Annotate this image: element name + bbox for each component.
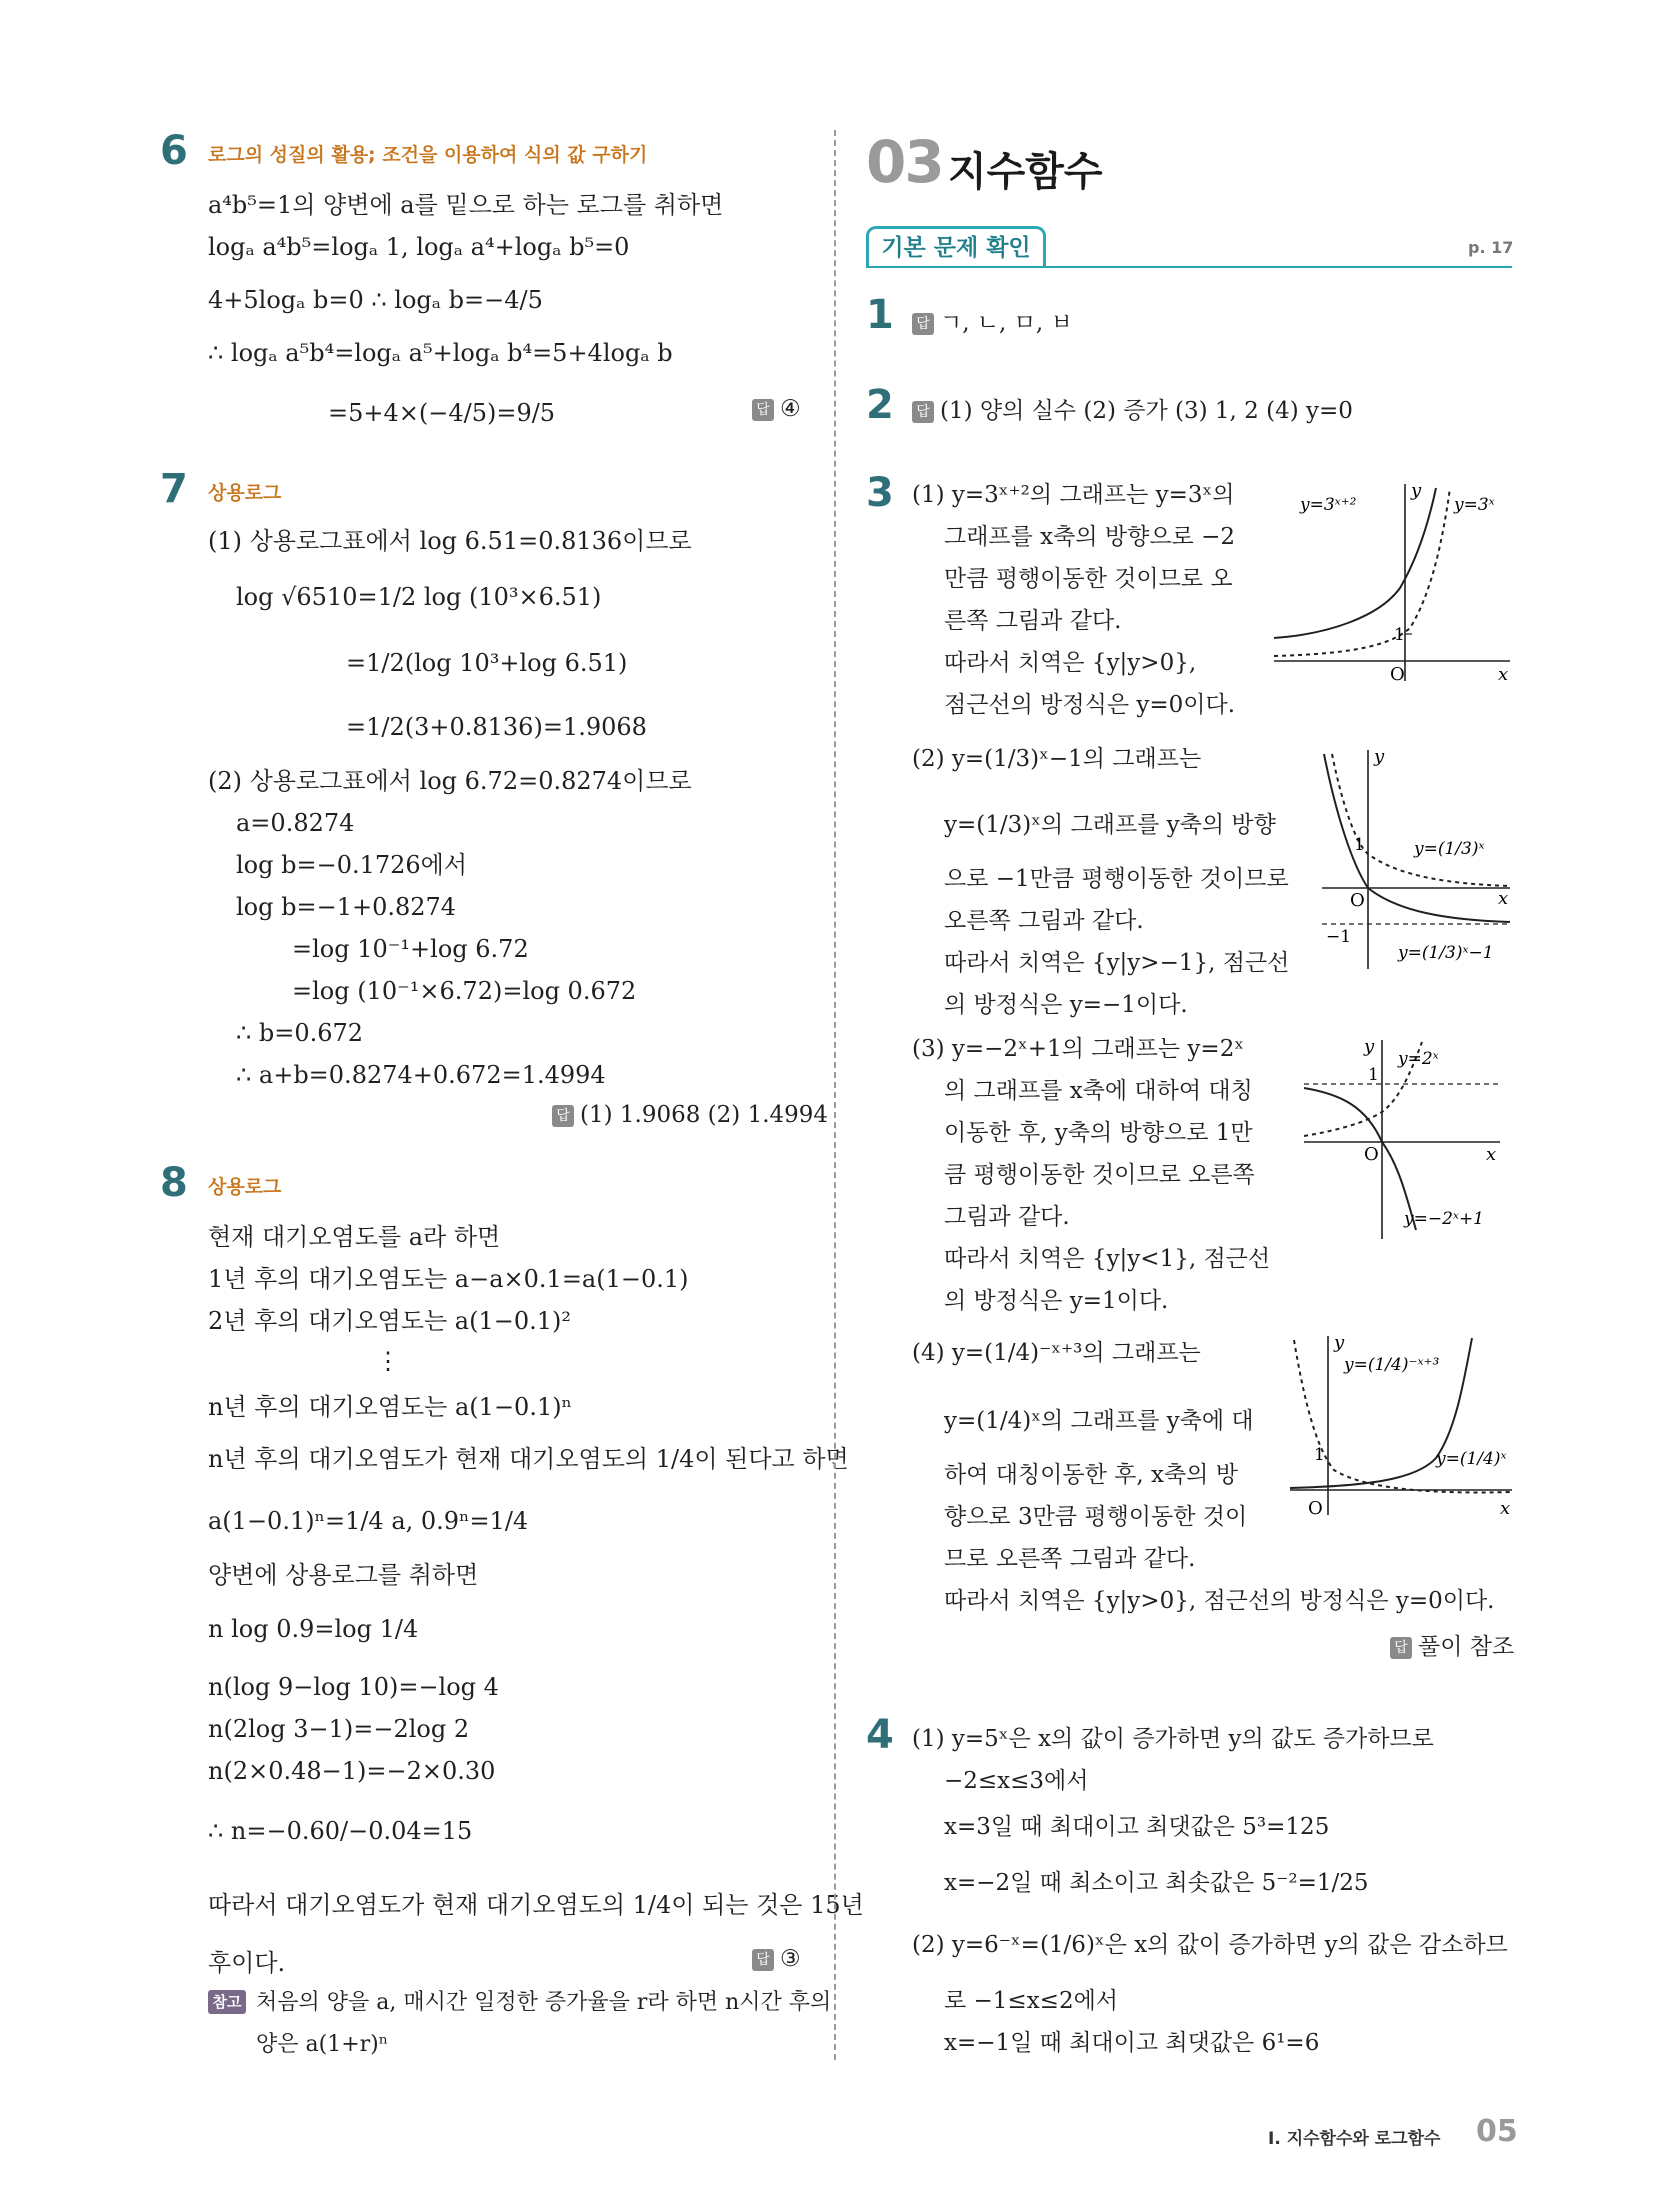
graph-4 (1286, 1330, 1514, 1526)
graph-label-x: x (1486, 1144, 1497, 1165)
solution-line: 따라서 치역은 {y|y>0}, 점근선의 방정식은 y=0이다. (944, 1588, 1495, 1614)
graph-3 (1300, 1034, 1514, 1244)
solution-line: x=−2일 때 최소이고 최솟값은 5⁻²=1/25 (944, 1870, 1369, 1896)
graph-label-origin: O (1390, 664, 1405, 685)
solution-line: ∴ n=−0.60/−0.04=15 (208, 1817, 473, 1845)
solution-line: 점근선의 방정식은 y=0이다. (944, 692, 1236, 718)
solution-line: ∴ b=0.672 (236, 1019, 364, 1047)
solution-line: n년 후의 대기오염도가 현재 대기오염도의 1/4이 된다고 하면 (208, 1445, 849, 1473)
solution-line: 현재 대기오염도를 a라 하면 (208, 1223, 501, 1251)
note-line: 처음의 양을 a, 매시간 일정한 증가율을 r라 하면 n시간 후의 (256, 1990, 832, 2015)
solution-line: 오른쪽 그림과 같다. (944, 908, 1144, 934)
note-line: 양은 a(1+r)ⁿ (256, 2032, 389, 2057)
answer: 답 풀이 참조 (1390, 1628, 1514, 1661)
solution-line: =1/2(3+0.8136)=1.9068 (346, 713, 647, 741)
graph-label-one: 1 (1354, 835, 1365, 855)
solution-line: (4) y=(1/4)⁻ˣ⁺³의 그래프는 (912, 1340, 1201, 1366)
solution-line: =log 10⁻¹+log 6.72 (292, 935, 529, 963)
answer-mark: 답 (912, 313, 934, 335)
solution-line: ∴ a+b=0.8274+0.672=1.4994 (236, 1061, 606, 1089)
solution-line: y=(1/3)ˣ의 그래프를 y축의 방향 (944, 812, 1276, 838)
solution-line: 이동한 후, y축의 방향으로 1만 (944, 1120, 1253, 1146)
solution-line: log b=−1+0.8274 (236, 893, 457, 921)
answer: 답 (1) 1.9068 (2) 1.4994 (552, 1102, 828, 1128)
solution-line: 따라서 대기오염도가 현재 대기오염도의 1/4이 되는 것은 15년 (208, 1891, 864, 1919)
answer: 답 ③ (752, 1946, 801, 1972)
solution-line: 향으로 3만큼 평행이동한 것이 (944, 1504, 1248, 1530)
answer: 답 ㄱ, ㄴ, ㅁ, ㅂ (912, 304, 1073, 337)
solution-line: a⁴b⁵=1의 양변에 a를 밑으로 하는 로그를 취하면 (208, 191, 724, 219)
solution-line: y=(1/4)ˣ의 그래프를 y축에 대 (944, 1408, 1254, 1434)
chapter-title: 지수함수 (948, 149, 1103, 195)
solution-line: 양변에 상용로그를 취하면 (208, 1561, 479, 1589)
graph-label-x: x (1500, 1498, 1511, 1519)
solution-line: n(log 9−log 10)=−log 4 (208, 1673, 499, 1701)
page-reference: p. 17 (1468, 238, 1514, 257)
graph-label-origin: O (1364, 1144, 1379, 1165)
solution-line: 의 방정식은 y=1이다. (944, 1288, 1169, 1314)
solution-line: 으로 −1만큼 평행이동한 것이므로 (944, 866, 1289, 892)
solution-line: logₐ a⁴b⁵=logₐ 1, logₐ a⁴+logₐ b⁵=0 (208, 233, 630, 261)
solution-line: 후이다. (208, 1949, 286, 1977)
solution-line: 의 그래프를 x축에 대하여 대칭 (944, 1078, 1253, 1104)
answer-mark: 답 (1390, 1637, 1412, 1659)
answer-mark: 답 (752, 1949, 774, 1971)
graph-label-y: y (1364, 1036, 1375, 1057)
solution-line: (2) y=(1/3)ˣ−1의 그래프는 (912, 746, 1202, 772)
solution-line: 므로 오른쪽 그림과 같다. (944, 1546, 1196, 1572)
solution-line: (1) 상용로그표에서 log 6.51=0.8136이므로 (208, 527, 692, 555)
solution-line: ⋮ (376, 1347, 400, 1375)
graph-curve-label: y=3ˣ (1454, 495, 1495, 515)
solution-line: x=−1일 때 최대이고 최댓값은 6¹=6 (944, 2030, 1320, 2056)
solution-line: 로 −1≤x≤2에서 (944, 1988, 1119, 2014)
solution-line: ∴ logₐ a⁵b⁴=logₐ a⁵+logₐ b⁴=5+4logₐ b (208, 339, 673, 367)
answer: 답 (1) 양의 실수 (2) 증가 (3) 1, 2 (4) y=0 (912, 392, 1353, 425)
problem-topic: 상용로그 (208, 482, 282, 504)
graph-2 (1318, 744, 1514, 974)
problem-number: 8 (160, 1160, 188, 1206)
graph-label-y: y (1374, 746, 1385, 767)
solution-line: 2년 후의 대기오염도는 a(1−0.1)² (208, 1307, 572, 1335)
footer-page-number: 05 (1476, 2114, 1518, 2149)
problem-topic: 로그의 성질의 활용; 조건을 이용하여 식의 값 구하기 (208, 144, 648, 166)
problem-number: 7 (160, 466, 188, 512)
solution-line: 따라서 치역은 {y|y<1}, 점근선 (944, 1246, 1271, 1272)
solution-line: n log 0.9=log 1/4 (208, 1615, 419, 1643)
solution-line: (2) y=6⁻ˣ=(1/6)ˣ은 x의 값이 증가하면 y의 값은 감소하므 (912, 1932, 1508, 1958)
solution-line: (3) y=−2ˣ+1의 그래프는 y=2ˣ (912, 1036, 1245, 1062)
column-divider (834, 130, 836, 2060)
graph-curve-label: y=(1/3)ˣ (1414, 839, 1485, 859)
solution-line: n(2log 3−1)=−2log 2 (208, 1715, 470, 1743)
solution-line: 의 방정식은 y=−1이다. (944, 992, 1188, 1018)
problem-number: 6 (160, 128, 188, 174)
solution-line: 큼 평행이동한 것이므로 오른쪽 (944, 1162, 1255, 1188)
solution-line: =5+4×(−4/5)=9/5 (328, 399, 556, 427)
solution-line: 그래프를 x축의 방향으로 −2 (944, 524, 1235, 550)
graph-label-one: 1 (1314, 1445, 1325, 1465)
graph-label-y: y (1334, 1332, 1345, 1353)
solution-line: 른쪽 그림과 같다. (944, 608, 1122, 634)
solution-line: n(2×0.48−1)=−2×0.30 (208, 1757, 496, 1785)
question-number: 2 (866, 382, 894, 428)
solution-line: 만큼 평행이동한 것이므로 오 (944, 566, 1233, 592)
question-number: 4 (866, 1712, 894, 1758)
solution-line: 따라서 치역은 {y|y>−1}, 점근선 (944, 950, 1290, 976)
note-tag: 참고 (208, 1990, 246, 2014)
solution-line: log b=−0.1726에서 (236, 851, 468, 879)
graph-curve-label: y=(1/3)ˣ−1 (1398, 943, 1494, 963)
graph-label-minus-one: −1 (1326, 927, 1352, 947)
solution-line: =log (10⁻¹×6.72)=log 0.672 (292, 977, 637, 1005)
graph-curve-label: y=3ˣ⁺² (1300, 495, 1357, 515)
graph-label-x: x (1498, 888, 1509, 909)
graph-label-one: 1 (1394, 625, 1405, 645)
solution-line: a=0.8274 (236, 809, 355, 837)
section-tab-label: 기본 문제 확인 (866, 226, 1046, 268)
answer: 답 ④ (752, 396, 801, 422)
answer-mark: 답 (552, 1105, 574, 1127)
graph-curve-label: y=−2ˣ+1 (1404, 1209, 1485, 1229)
graph-label-origin: O (1350, 890, 1365, 911)
solution-line: 하여 대칭이동한 후, x축의 방 (944, 1462, 1238, 1488)
solution-line: (1) y=5ˣ은 x의 값이 증가하면 y의 값도 증가하므로 (912, 1726, 1434, 1752)
graph-label-one: 1 (1368, 1065, 1379, 1085)
solution-line: (2) 상용로그표에서 log 6.72=0.8274이므로 (208, 767, 692, 795)
answer-mark: 답 (912, 401, 934, 423)
solution-line: 4+5logₐ b=0 ∴ logₐ b=−4/5 (208, 286, 543, 314)
graph-label-origin: O (1308, 1498, 1323, 1519)
graph-curve-label: y=(1/4)⁻ˣ⁺³ (1344, 1355, 1440, 1375)
solution-line: 1년 후의 대기오염도는 a−a×0.1=a(1−0.1) (208, 1265, 689, 1293)
solution-line: 따라서 치역은 {y|y>0}, (944, 650, 1197, 676)
solution-line: −2≤x≤3에서 (944, 1768, 1089, 1794)
solution-line: 그림과 같다. (944, 1204, 1070, 1230)
solution-line: n년 후의 대기오염도는 a(1−0.1)ⁿ (208, 1393, 572, 1421)
graph-curve-label: y=(1/4)ˣ (1436, 1449, 1507, 1469)
problem-topic: 상용로그 (208, 1176, 282, 1198)
question-number: 1 (866, 292, 894, 338)
footer-chapter: Ⅰ. 지수함수와 로그함수 (1268, 2129, 1441, 2149)
solution-line: log √6510=1/2 log (10³×6.51) (236, 583, 602, 611)
solution-line: =1/2(log 10³+log 6.51) (346, 649, 628, 677)
section-underline (866, 266, 1512, 268)
graph-curve-label: y=2ˣ (1398, 1049, 1439, 1069)
question-number: 3 (866, 470, 894, 516)
answer-mark: 답 (752, 399, 774, 421)
graph-1 (1270, 476, 1514, 686)
chapter-number: 03 (866, 128, 943, 196)
solution-line: (1) y=3ˣ⁺²의 그래프는 y=3ˣ의 (912, 482, 1235, 508)
solution-line: a(1−0.1)ⁿ=1/4 a, 0.9ⁿ=1/4 (208, 1507, 529, 1535)
graph-label-y: y (1411, 480, 1422, 501)
graph-label-x: x (1498, 664, 1509, 685)
solution-line: x=3일 때 최대이고 최댓값은 5³=125 (944, 1814, 1330, 1840)
